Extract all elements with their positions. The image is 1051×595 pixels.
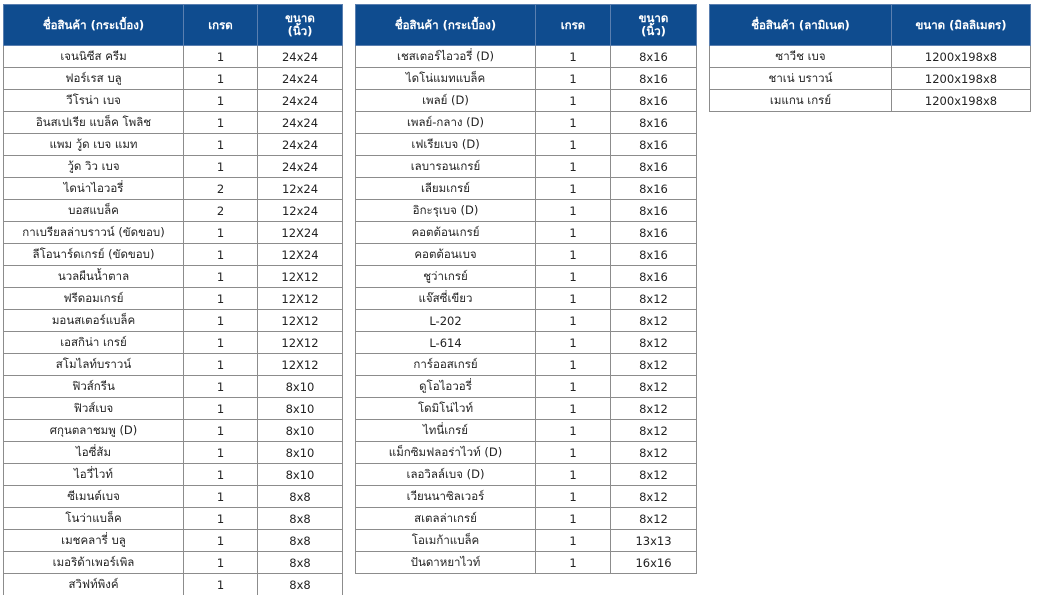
cell-grade: 1	[184, 530, 258, 552]
cell-size: 8x10	[258, 376, 343, 398]
cell-product-name: ชาเน่ บราวน์	[710, 68, 892, 90]
cell-size: 8x12	[611, 420, 697, 442]
table-row	[4, 552, 343, 574]
cell-product-name: มอนสเตอร์แบล็ค	[4, 310, 184, 332]
cell-product-name: ไดน่าไอวอรี่	[4, 178, 184, 200]
cell-grade: 1	[184, 112, 258, 134]
cell-size: 24x24	[258, 134, 343, 156]
cell-size: 8x16	[611, 90, 697, 112]
cell-product-name: ซีเมนต์เบจ	[4, 486, 184, 508]
cell-size: 8x8	[258, 486, 343, 508]
cell-size: 12X12	[258, 354, 343, 376]
column-header-name: ชื่อสินค้า (กระเบื้อง)	[4, 5, 184, 46]
cell-product-name: ศกุนตลาชมพู (D)	[4, 420, 184, 442]
cell-size: 8x12	[611, 376, 697, 398]
cell-grade: 1	[184, 552, 258, 574]
cell-grade: 1	[184, 398, 258, 420]
table-row	[356, 156, 697, 178]
cell-product-name: คอตต้อนเกรย์	[356, 222, 536, 244]
table-header-row	[356, 5, 697, 46]
cell-grade: 2	[184, 200, 258, 222]
cell-size: 8x8	[258, 574, 343, 595]
cell-grade: 1	[536, 464, 611, 486]
table-header-row	[4, 5, 343, 46]
cell-product-name: ปันดาหยาไวท์	[356, 552, 536, 574]
cell-product-name: L-614	[356, 332, 536, 354]
cell-size: 12X12	[258, 266, 343, 288]
cell-product-name: อิกะรุเบจ (D)	[356, 200, 536, 222]
table-row	[710, 68, 1031, 90]
table-row	[4, 420, 343, 442]
table-row	[356, 332, 697, 354]
cell-size: 13x13	[611, 530, 697, 552]
cell-product-name: ดูโอไอวอรี่	[356, 376, 536, 398]
cell-product-name: ไทนี่เกรย์	[356, 420, 536, 442]
cell-size: 8x12	[611, 354, 697, 376]
cell-product-name: ฟิวส์เบจ	[4, 398, 184, 420]
cell-product-name: บอสแบล็ค	[4, 200, 184, 222]
cell-product-name: เลบารอนเกรย์	[356, 156, 536, 178]
cell-size: 12X24	[258, 222, 343, 244]
cell-size: 8x12	[611, 464, 697, 486]
cell-product-name: แพม วู้ด เบจ แมท	[4, 134, 184, 156]
cell-grade: 1	[184, 288, 258, 310]
cell-product-name: ซาวีช เบจ	[710, 46, 892, 68]
cell-size: 8x16	[611, 112, 697, 134]
cell-grade: 1	[536, 486, 611, 508]
table-row	[356, 134, 697, 156]
table-row	[356, 222, 697, 244]
tile-table-middle	[355, 4, 697, 574]
cell-size: 1200x198x8	[892, 90, 1031, 112]
table-row	[4, 112, 343, 134]
cell-grade: 1	[536, 156, 611, 178]
cell-grade: 1	[536, 552, 611, 574]
cell-product-name: ฟรีดอมเกรย์	[4, 288, 184, 310]
table-row	[710, 90, 1031, 112]
cell-product-name: เวียนนาซิลเวอร์	[356, 486, 536, 508]
table-row	[4, 288, 343, 310]
table-row	[4, 354, 343, 376]
cell-product-name: นวลผืนน้ำตาล	[4, 266, 184, 288]
cell-size: 8x16	[611, 68, 697, 90]
cell-product-name: กาเบรียลล่าบราวน์ (ขัดขอบ)	[4, 222, 184, 244]
cell-product-name: ไอวี่ไวท์	[4, 464, 184, 486]
cell-product-name: คอตต้อนเบจ	[356, 244, 536, 266]
cell-grade: 1	[184, 464, 258, 486]
table-row	[356, 178, 697, 200]
table-row	[356, 442, 697, 464]
cell-size: 12X12	[258, 310, 343, 332]
cell-grade: 1	[536, 288, 611, 310]
cell-grade: 1	[536, 90, 611, 112]
table-row	[4, 398, 343, 420]
cell-product-name: เลอวิลล์เบจ (D)	[356, 464, 536, 486]
cell-size: 8x8	[258, 508, 343, 530]
cell-size: 12x24	[258, 200, 343, 222]
table-row	[4, 156, 343, 178]
cell-product-name: วู้ด วิว เบจ	[4, 156, 184, 178]
table-row	[4, 508, 343, 530]
cell-grade: 1	[536, 46, 611, 68]
cell-product-name: โอเมก้าแบล็ค	[356, 530, 536, 552]
table-row	[356, 376, 697, 398]
cell-size: 8x10	[258, 464, 343, 486]
cell-size: 8x16	[611, 156, 697, 178]
cell-size: 8x16	[611, 46, 697, 68]
cell-grade: 2	[184, 178, 258, 200]
cell-size: 8x16	[611, 222, 697, 244]
cell-product-name: สวิฟท์พิงค์	[4, 574, 184, 595]
cell-grade: 1	[536, 222, 611, 244]
cell-product-name: เพลย์ (D)	[356, 90, 536, 112]
cell-product-name: เอสกิน่า เกรย์	[4, 332, 184, 354]
table-row	[356, 244, 697, 266]
table-row	[356, 46, 697, 68]
table-row	[356, 552, 697, 574]
cell-size: 8x8	[258, 530, 343, 552]
table-row	[4, 376, 343, 398]
cell-product-name: เจนนิซีส ครีม	[4, 46, 184, 68]
table-row	[4, 486, 343, 508]
cell-size: 8x16	[611, 134, 697, 156]
cell-product-name: สเตลล่าเกรย์	[356, 508, 536, 530]
cell-grade: 1	[536, 178, 611, 200]
table-row	[4, 464, 343, 486]
cell-product-name: เมอริด้าเพอร์เพิล	[4, 552, 184, 574]
cell-product-name: เฟเรียเบจ (D)	[356, 134, 536, 156]
cell-product-name: ฟอร์เรส บลู	[4, 68, 184, 90]
cell-grade: 1	[184, 508, 258, 530]
cell-size: 12X12	[258, 332, 343, 354]
table-row	[356, 420, 697, 442]
table-row	[356, 112, 697, 134]
table-row	[4, 266, 343, 288]
cell-grade: 1	[184, 244, 258, 266]
cell-size: 8x8	[258, 552, 343, 574]
column-header-grade: เกรด	[536, 5, 611, 46]
table-row	[356, 354, 697, 376]
table-row	[356, 486, 697, 508]
cell-product-name: ไดโน่แมทแบล็ค	[356, 68, 536, 90]
cell-size: 8x12	[611, 398, 697, 420]
cell-grade: 1	[184, 134, 258, 156]
cell-size: 24x24	[258, 68, 343, 90]
cell-product-name: ไอซี่ส้ม	[4, 442, 184, 464]
cell-product-name: สโมไลท์บราวน์	[4, 354, 184, 376]
cell-size: 12X24	[258, 244, 343, 266]
table-row	[356, 464, 697, 486]
cell-size: 1200x198x8	[892, 46, 1031, 68]
table-row	[356, 200, 697, 222]
cell-size: 8x16	[611, 244, 697, 266]
cell-size: 24x24	[258, 112, 343, 134]
cell-product-name: แม็กซิมฟลอร่าไวท์ (D)	[356, 442, 536, 464]
cell-size: 8x12	[611, 442, 697, 464]
cell-grade: 1	[536, 354, 611, 376]
column-header-size: ขนาด (นิ้ว)	[258, 5, 343, 46]
cell-product-name: เมชคลารี่ บลู	[4, 530, 184, 552]
cell-grade: 1	[184, 90, 258, 112]
cell-product-name: เชสเตอร์ไอวอรี่ (D)	[356, 46, 536, 68]
cell-product-name: เลียมเกรย์	[356, 178, 536, 200]
cell-grade: 1	[536, 332, 611, 354]
table-row	[4, 244, 343, 266]
cell-size: 8x12	[611, 508, 697, 530]
cell-product-name: ฟิวส์กรีน	[4, 376, 184, 398]
cell-grade: 1	[536, 376, 611, 398]
cell-size: 8x12	[611, 486, 697, 508]
column-header-grade: เกรด	[184, 5, 258, 46]
cell-size: 16x16	[611, 552, 697, 574]
cell-product-name: โดมิโน่ไวท์	[356, 398, 536, 420]
cell-grade: 1	[536, 310, 611, 332]
cell-product-name: วีโรน่า เบจ	[4, 90, 184, 112]
cell-product-name: ลีโอนาร์ดเกรย์ (ขัดขอบ)	[4, 244, 184, 266]
table-row	[356, 90, 697, 112]
table-row	[356, 310, 697, 332]
cell-grade: 1	[184, 222, 258, 244]
column-header-size: ขนาด (นิ้ว)	[611, 5, 697, 46]
cell-grade: 1	[184, 156, 258, 178]
table-row	[356, 68, 697, 90]
table-row	[4, 90, 343, 112]
cell-size: 8x12	[611, 310, 697, 332]
table-row	[4, 68, 343, 90]
cell-product-name: อินสเปเรีย แบล็ค โพลิช	[4, 112, 184, 134]
cell-grade: 1	[184, 574, 258, 595]
cell-grade: 1	[184, 376, 258, 398]
cell-size: 8x16	[611, 178, 697, 200]
cell-grade: 1	[536, 112, 611, 134]
table-row	[356, 508, 697, 530]
cell-size: 8x10	[258, 442, 343, 464]
cell-size: 24x24	[258, 156, 343, 178]
column-header-size: ขนาด (มิลลิเมตร)	[892, 5, 1031, 46]
cell-grade: 1	[184, 332, 258, 354]
cell-product-name: ชูว่าเกรย์	[356, 266, 536, 288]
column-header-name: ชื่อสินค้า (กระเบื้อง)	[356, 5, 536, 46]
cell-grade: 1	[184, 442, 258, 464]
cell-grade: 1	[184, 486, 258, 508]
cell-grade: 1	[184, 266, 258, 288]
cell-grade: 1	[536, 244, 611, 266]
cell-grade: 1	[536, 134, 611, 156]
cell-size: 8x10	[258, 420, 343, 442]
table-row	[356, 266, 697, 288]
cell-size: 8x16	[611, 266, 697, 288]
cell-grade: 1	[184, 354, 258, 376]
cell-size: 12x24	[258, 178, 343, 200]
table-row	[356, 398, 697, 420]
table-row	[4, 442, 343, 464]
cell-grade: 1	[184, 310, 258, 332]
cell-grade: 1	[184, 46, 258, 68]
cell-size: 24x24	[258, 90, 343, 112]
cell-product-name: โนว่าแบล็ค	[4, 508, 184, 530]
cell-grade: 1	[536, 68, 611, 90]
cell-grade: 1	[536, 420, 611, 442]
table-row	[4, 134, 343, 156]
cell-grade: 1	[536, 266, 611, 288]
cell-size: 8x12	[611, 288, 697, 310]
cell-product-name: แจ๊สซี่เขียว	[356, 288, 536, 310]
cell-product-name: เมแกน เกรย์	[710, 90, 892, 112]
cell-grade: 1	[536, 398, 611, 420]
table-row	[4, 200, 343, 222]
cell-product-name: L-202	[356, 310, 536, 332]
cell-grade: 1	[536, 200, 611, 222]
cell-size: 8x12	[611, 332, 697, 354]
cell-grade: 1	[184, 68, 258, 90]
cell-product-name: การ์ออสเกรย์	[356, 354, 536, 376]
table-row	[4, 310, 343, 332]
cell-size: 8x10	[258, 398, 343, 420]
column-header-name: ชื่อสินค้า (ลามิเนต)	[710, 5, 892, 46]
cell-size: 12X12	[258, 288, 343, 310]
cell-grade: 1	[536, 442, 611, 464]
cell-size: 24x24	[258, 46, 343, 68]
table-row	[4, 178, 343, 200]
table-row	[4, 530, 343, 552]
table-row	[4, 574, 343, 595]
cell-grade: 1	[536, 508, 611, 530]
cell-product-name: เพลย์-กลาง (D)	[356, 112, 536, 134]
cell-size: 8x16	[611, 200, 697, 222]
cell-grade: 1	[536, 530, 611, 552]
table-row	[356, 530, 697, 552]
table-header-row	[710, 5, 1031, 46]
table-row	[4, 222, 343, 244]
cell-size: 1200x198x8	[892, 68, 1031, 90]
table-row	[710, 46, 1031, 68]
cell-grade: 1	[184, 420, 258, 442]
table-row	[4, 46, 343, 68]
laminate-table	[709, 4, 1031, 112]
tile-table-left	[3, 4, 343, 595]
table-row	[4, 332, 343, 354]
table-row	[356, 288, 697, 310]
